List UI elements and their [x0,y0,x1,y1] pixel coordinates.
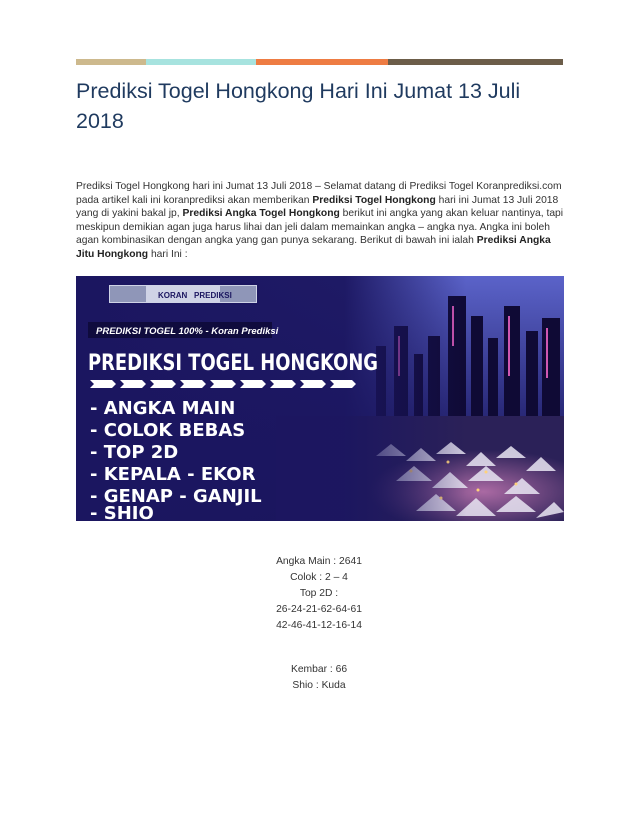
banner-graphic [76,276,564,521]
shio: Shio : Kuda [292,680,346,691]
intro-text-2: hari ini Jumat 13 Juli 2018 yang di yakini bakal jp, [76,194,559,220]
intro-paragraph [76,180,566,262]
angka-main: Angka Main : 2641 [276,556,362,567]
arrow-divider [90,380,356,388]
colok: Colok : 2 – 4 [290,572,348,583]
intro-text-4: hari Ini : [148,248,188,260]
logo-left-text: KORAN [158,291,188,300]
banner-heading: PREDIKSI TOGEL HONGKONG [88,351,378,376]
banner-item: - KEPALA - EKOR [90,464,256,485]
banner-tagline: PREDIKSI TOGEL 100% - Koran Prediksi [96,326,279,337]
banner-item: - COLOK BEBAS [90,420,246,441]
spacer [0,634,638,662]
top-2d-label: Top 2D : [299,588,339,599]
stripe-orange [256,59,388,65]
intro-bold-1: Prediksi Togel Hongkong [312,194,436,206]
top-2d-line-2: 42-46-41-12-16-14 [276,620,362,631]
intro-bold-2: Prediksi Angka Togel Hongkong [182,208,340,220]
kembar: Kembar : 66 [290,664,348,675]
stripe-brown [388,59,563,65]
banner-item: - TOP 2D [90,442,179,463]
banner-item: - SHIO [90,503,154,521]
stripe-aqua [146,59,256,65]
page-title: Prediksi Togel Hongkong Hari Ini Jumat 13 Juli 2018 [76,79,521,133]
banner-image [76,276,564,521]
intro-bold-3: Prediksi Angka Jitu Hongkong [76,235,551,260]
top-2d-line-1: 26-24-21-62-64-61 [276,604,362,615]
banner-item: - GENAP - GANJIL [90,486,262,507]
decorative-color-stripe [76,59,563,65]
intro-text-1: Prediksi Togel Hongkong hari ini Jumat 13 Juli 2018 – Selamat datang di Prediksi Togel Koranprediksi.com pada artikel kali ini koranprediksi akan memberikan [76,181,562,206]
stripe-tan [76,59,146,65]
intro-text-3: berikut ini angka yang akan keluar nantinya, tapi meskipun demikian agan juga harus lihai dan jeli dalam memainkan angka – angka nya. Angka ini boleh agan kombinasikan dengan angka yang gan punya sekarang. Berikut di bawah ini ialah [76,208,564,247]
prediction-results [0,554,638,694]
koran-prediksi-logo [108,284,258,304]
logo-right-text: PREDIKSI [194,291,232,300]
banner-item: - ANGKA MAIN [90,398,236,419]
